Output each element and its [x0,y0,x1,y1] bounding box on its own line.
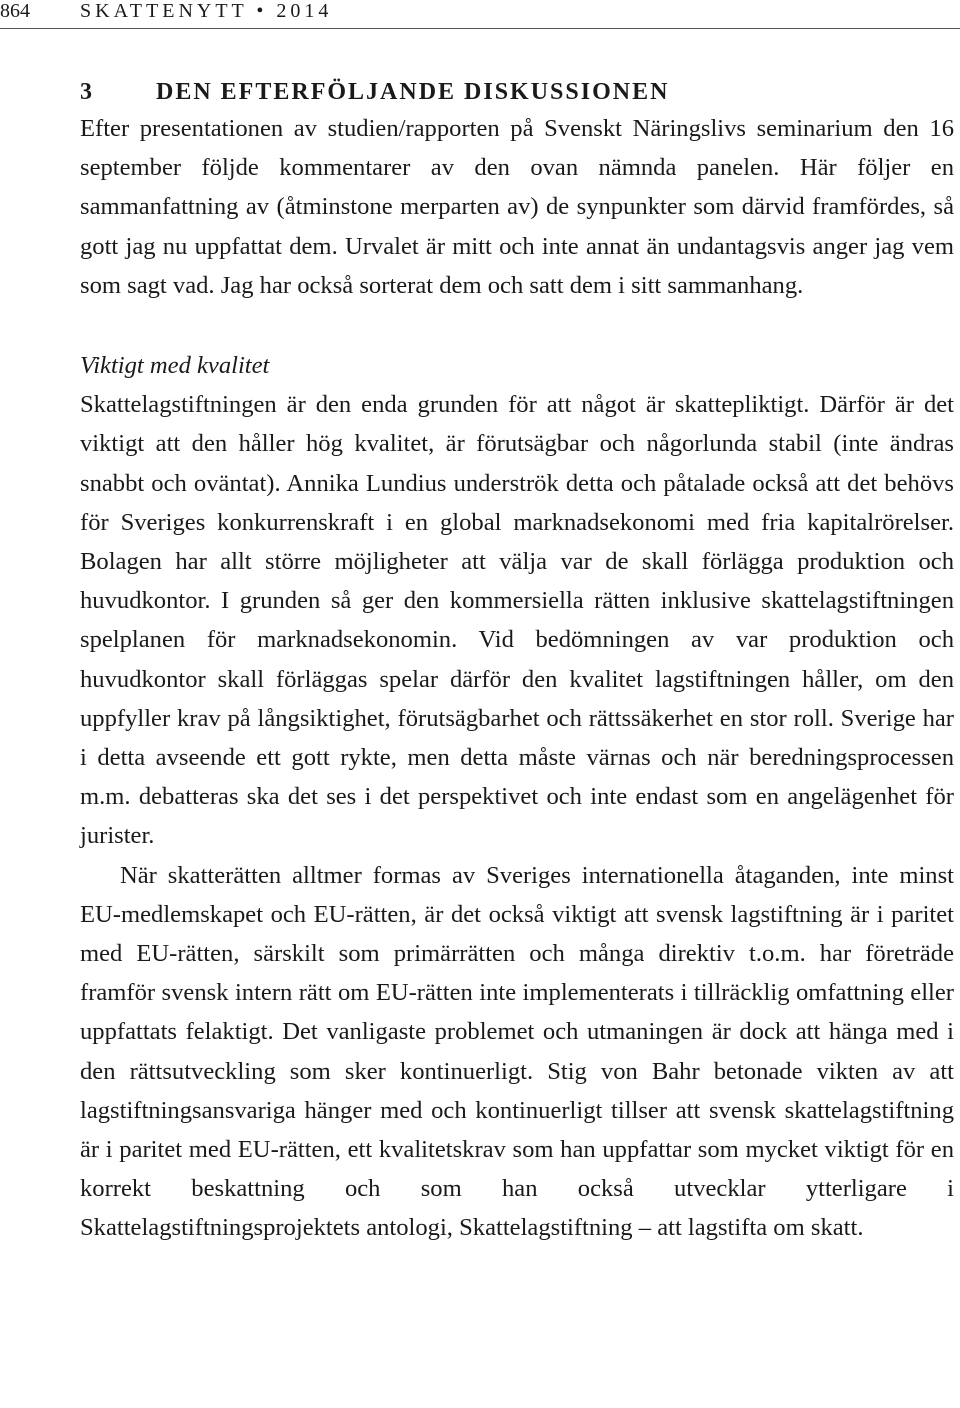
running-head [0,0,960,29]
section-heading [80,76,954,109]
intro-paragraph: Efter presentationen av studien/rapporten på Svenskt Näringslivs seminarium den 16 september följde kommentarer av den ovan nämnda panelen. Här följer en sammanfattning av (åtminstone merparten av) de synpunkter som därvid framfördes, så gott jag nu uppfattat dem. Urvalet är mitt och inte annat än undantagsvis anger jag vem som sagt vad. Jag har också sorterat dem och satt dem i sitt sammanhang. [80,115,954,299]
page-number: 864 [0,0,30,22]
section-number: 3 [80,79,94,105]
body-paragraph-1: Skattelagstiftningen är den enda grunden för att något är skattepliktigt. Därför är det viktigt att den håller hög kvalitet, är förutsägbar och någorlunda stabil (inte ändras snabbt och oväntat). Annika Lundius underströk detta och påtalade också att det behövs för Sveriges konkurrenskraft i en global marknadsekonomi med fria kapitalrörelser. Bolagen har allt större möjligheter att välja var de skall förlägga produktion och huvudkontor. I grunden så ger den kommersiella rätten inklusive skattelagstiftningen spelplanen för marknadsekonomin. Vid bedömningen av var produktion och huvudkontor skall förläggas spelar därför den kvalitet lagstiftningen håller, om den uppfyller krav på långsiktighet, förutsägbarhet och rättssäkerhet en stor roll. Sverige har i detta avseende ett gott rykte, men detta måste värnas och när beredningsprocessen m.m. debatteras ska det ses i det perspektivet och inte endast som en angelägenhet för jurister. [80,391,954,850]
page-body [80,76,954,1248]
journal-name: SKATTENYTT • 2014 [80,0,333,22]
section-title: DEN EFTERFÖLJANDE DISKUSSIONEN [156,79,670,105]
body-paragraph-2: När skatterätten alltmer formas av Sveriges internationella åtaganden, inte minst EU-medlemskapet och EU-rätten, är det också viktigt att svensk lagstiftning är i paritet med EU-rätten, särskilt som primärrätten och många direktiv t.o.m. har företräde framför svensk intern rätt om EU-rätten inte implementerats i tillräcklig omfattning eller uppfattats felaktigt. Det vanligaste problemet och utmaningen är dock att hänga med i den rättsutveckling som sker kontinuerligt. Stig von Bahr betonade vikten av att lagstiftningsansvariga hänger med och kontinuerligt tillser att svensk skattelagstiftning är i paritet med EU-rätten, ett kvalitetskrav som han uppfattar som mycket viktigt för en korrekt beskattning och som han också utvecklar ytterligare i Skattelagstiftningsprojektets antologi, Skattelagstiftning – att lagstifta om skatt. [80,861,954,1242]
subsection-title: Viktigt med kvalitet [80,352,270,380]
